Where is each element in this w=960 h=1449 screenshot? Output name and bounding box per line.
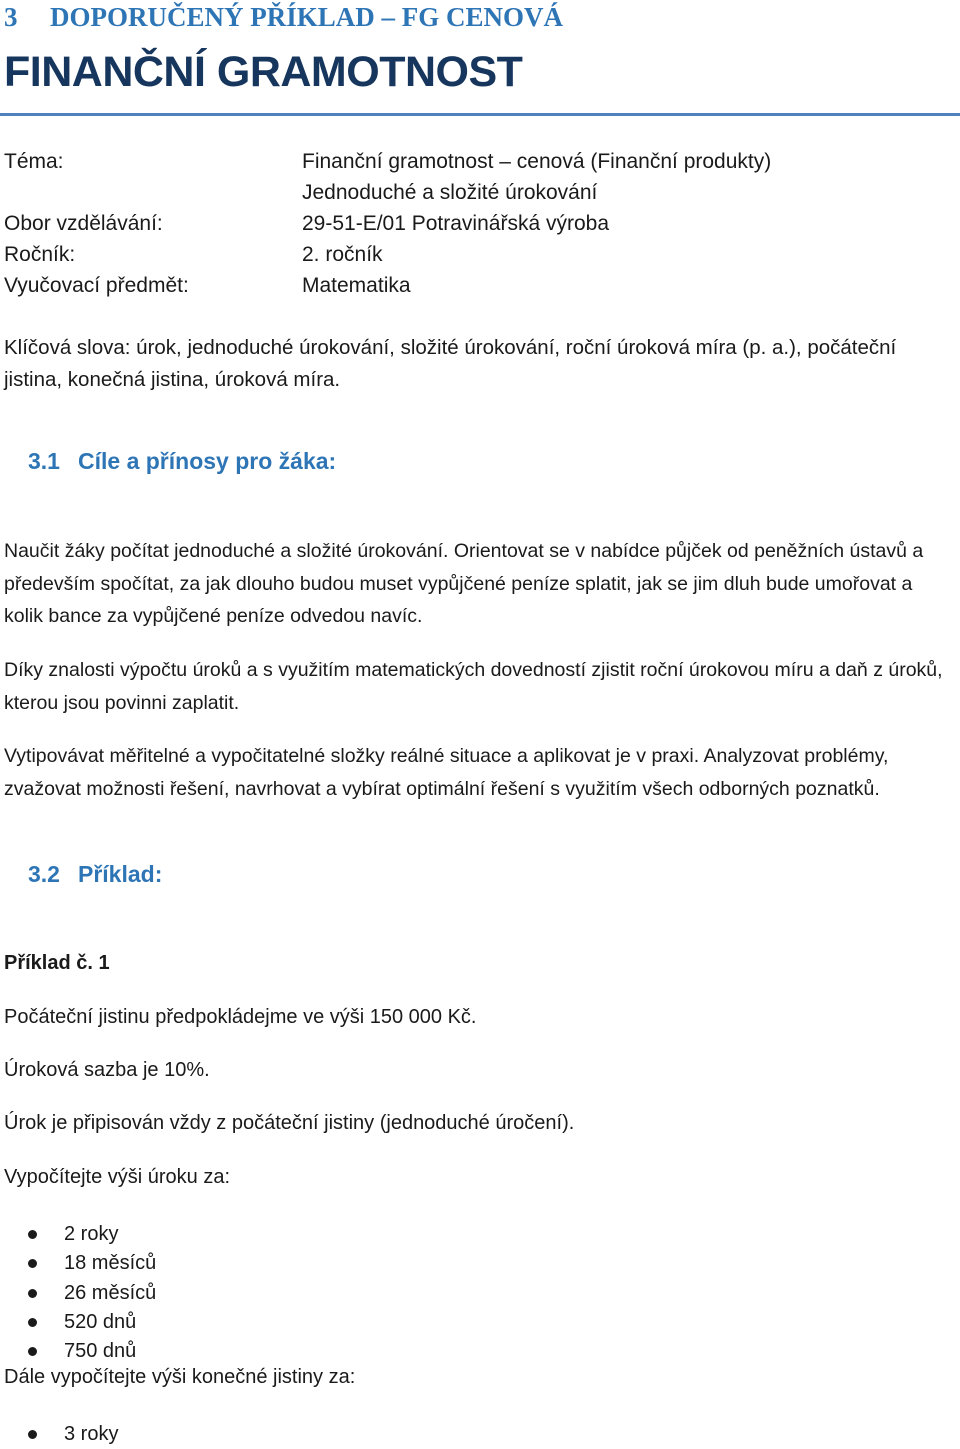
- section-number: 3.2: [28, 861, 60, 887]
- bullet-icon: [28, 1318, 37, 1327]
- principal-text: Počáteční jistinu předpokládejme ve výši 150 000 Kč.: [4, 1006, 477, 1028]
- section-title: Cíle a přínosy pro žáka:: [78, 448, 337, 474]
- bullet-icon: [28, 1230, 37, 1239]
- goals-paragraph-1: Naučit žáky počítat jednoduché a složité úrokování. Orientovat se v nabídce půjček od peněžních ústavů a především spočítat, za jak dlouho budou muset vypůjčené peníze splatit, jak se jim dluh bude umořovat a kolik bance za vypůjčené peníze odvedou navíc.: [4, 540, 924, 627]
- final-principal-periods-list: [0, 1420, 118, 1449]
- list-item: [0, 1420, 118, 1449]
- period-label: 18 měsíců: [64, 1252, 157, 1275]
- method-text: Úrok je připisován vždy z počáteční jistiny (jednoduché úročení).: [4, 1112, 575, 1134]
- keywords-paragraph: Klíčová slova: úrok, jednoduché úrokování, složité úrokování, roční úroková míra (p. a.), počáteční jistina, konečná jistina, úroková míra.: [4, 336, 897, 391]
- period-label: 520 dnů: [64, 1310, 137, 1333]
- question-interest: Vypočítejte výši úroku za:: [4, 1166, 231, 1188]
- list-item: [0, 1337, 156, 1366]
- topic-label: Téma:: [4, 150, 64, 173]
- period-label: 3 roky: [64, 1423, 119, 1445]
- goals-paragraph-2: Díky znalosti výpočtu úroků a s využitím matematických dovedností zjistit roční úrokovou míru a daň z úroků, kterou jsou povinni zaplatit.: [4, 659, 943, 714]
- interest-periods-list: [0, 1220, 156, 1366]
- question-final-principal: Dále vypočítejte výši konečné jistiny za:: [4, 1366, 356, 1388]
- chapter-number: 3: [4, 2, 18, 32]
- topic-value-1: Finanční gramotnost – cenová (Finanční produkty): [302, 150, 772, 173]
- period-label: 750 dnů: [64, 1340, 137, 1363]
- bullet-icon: [28, 1259, 37, 1268]
- section-heading-goals: [28, 448, 336, 475]
- list-item: [0, 1220, 156, 1249]
- field-value: 29-51-E/01 Potravinářská výroba: [302, 212, 609, 235]
- year-value: 2. ročník: [302, 243, 383, 266]
- list-item: [0, 1308, 156, 1337]
- period-label: 2 roky: [64, 1223, 119, 1245]
- chapter-heading: [4, 2, 563, 33]
- subject-value: Matematika: [302, 274, 411, 297]
- section-title: Příklad:: [78, 861, 163, 887]
- bullet-icon: [28, 1347, 37, 1356]
- title-divider: [0, 113, 960, 116]
- section-number: 3.1: [28, 448, 60, 474]
- example-title: Příklad č. 1: [4, 952, 110, 974]
- period-label: 26 měsíců: [64, 1281, 157, 1304]
- subject-label: Vyučovací předmět:: [4, 274, 189, 297]
- list-item: [0, 1249, 156, 1278]
- goals-paragraph-3: Vytipovávat měřitelné a vypočitatelné složky reálné situace a aplikovat je v praxi. Analyzovat problémy, zvažovat možnosti řešení, navrhovat a vybírat optimální řešení s využitím všech odborných poznatků.: [4, 745, 889, 800]
- section-heading-example: [28, 861, 162, 888]
- list-item: [0, 1279, 156, 1308]
- bullet-icon: [28, 1289, 37, 1298]
- rate-text: Úroková sazba je 10%.: [4, 1059, 210, 1081]
- topic-value-2: Jednoduché a složité úrokování: [302, 181, 598, 204]
- year-label: Ročník:: [4, 243, 76, 266]
- bullet-icon: [28, 1430, 37, 1439]
- field-label: Obor vzdělávání:: [4, 212, 163, 235]
- document-title: FINANČNÍ GRAMOTNOST: [4, 48, 523, 96]
- chapter-title: DOPORUČENÝ PŘÍKLAD – FG CENOVÁ: [50, 2, 563, 32]
